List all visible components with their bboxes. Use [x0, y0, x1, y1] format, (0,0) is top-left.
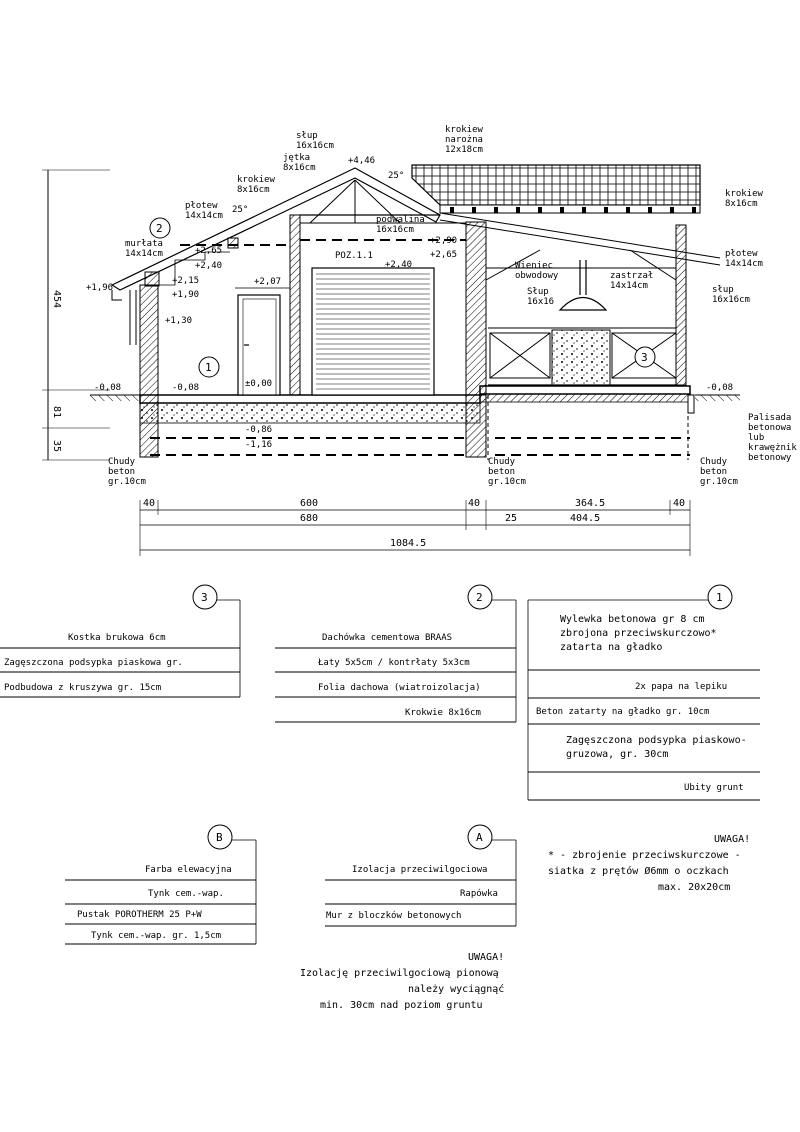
label-bracing: [610, 271, 653, 291]
roof-right: [412, 165, 720, 265]
level-290: +2,90: [430, 236, 458, 246]
level-207: +2,07: [254, 277, 282, 287]
label-chudy-beton-3: [700, 457, 738, 487]
label-palisade-text: Palisada betonowa lub krawężnik betonowy: [748, 413, 797, 463]
legend-2-marker: 2: [476, 591, 483, 604]
label-jetka: [283, 153, 316, 173]
level-265b: +2,65: [430, 250, 458, 260]
level-190: +1,90: [172, 290, 200, 300]
legend-3-row-3-text: Podbudowa z kruszywa gr. 15cm: [4, 683, 162, 693]
legend-a-row-1: [352, 865, 487, 875]
circle-3-label: 3: [641, 351, 648, 364]
label-post-right-text: słup 16x16cm: [712, 285, 750, 305]
poz-label: POZ.1.1: [335, 251, 373, 261]
level-116: -1,16: [245, 440, 273, 450]
label-post-right: [712, 285, 750, 305]
legend-3-row-3: [4, 683, 161, 693]
legend-1-row-1-text: Wylewka betonowa gr 8 cm zbrojona przeciwskurczowo* zatarta na gładko: [560, 614, 717, 653]
dim-600: 600: [300, 498, 319, 509]
legend-2-row-4-text: Krokwie 8x16cm: [405, 708, 481, 718]
dim-404: 404.5: [570, 513, 601, 524]
legend-b-row-2: [148, 889, 224, 899]
dim-364: 364.5: [575, 498, 606, 509]
label-plate-right-text: płotew 14x14cm: [725, 249, 763, 269]
angle-a: 25°: [232, 205, 249, 215]
legend-1-row-2-text: 2x papa na lepiku: [635, 682, 728, 692]
level-130: +1,30: [165, 316, 193, 326]
legend-b-row-3: [77, 910, 202, 920]
legend-b-row-1: [145, 865, 232, 875]
label-chudy-beton-1-text: Chudy beton gr.10cm: [108, 457, 146, 487]
level-446: +4,46: [348, 156, 376, 166]
legend-3-row-2-text: Zagęszczona podsypka piaskowa gr.: [4, 658, 183, 668]
angle-b: 25°: [388, 171, 405, 181]
legend-1-row-4-text: Zagęszczona podsypka piaskowo-gruzowa, gr. 30cm: [566, 735, 747, 760]
label-rafter-right-text: krokiew 8x16cm: [725, 189, 763, 209]
label-rafter-right: [725, 189, 764, 209]
legend-b-marker: B: [216, 831, 223, 844]
label-wall-plate-eaves: [125, 239, 163, 259]
label-bracing-text: zastrzał 14x14cm: [610, 271, 654, 291]
label-podwalina: [376, 215, 425, 235]
label-wieniec-text: Wieniec obwodowy: [515, 261, 559, 281]
legend-1-row-3-text: Beton zatarty na gładko gr. 10cm: [536, 707, 710, 717]
legend-2: [275, 585, 516, 722]
legend-1-marker: 1: [716, 591, 723, 604]
level-008b: -0,08: [172, 383, 200, 393]
height-81-label: 81: [51, 406, 62, 419]
label-hip-rafter-text: krokiew narożna 12x18cm: [445, 125, 483, 155]
label-podwalina-text: podwalina 16x16cm: [376, 215, 425, 235]
legend-1-row-5: [684, 783, 744, 793]
legend-2-row-3-text: Folia dachowa (wiatroizolacja): [318, 683, 481, 693]
legend-a: [325, 825, 516, 926]
label-wall-plate-left-text: płotew 14x14cm: [185, 201, 223, 221]
note-2-title: UWAGA!: [468, 952, 505, 963]
floor-slab: [140, 386, 690, 455]
level-265: +2,65: [195, 246, 223, 256]
level-240a: +2,40: [195, 261, 223, 271]
dim-40a: 40: [143, 498, 156, 509]
legend-b: [65, 825, 256, 944]
legend-1: [528, 585, 760, 800]
dim-40c: 40: [673, 498, 686, 509]
legend-a-marker: A: [476, 831, 483, 844]
legend-3-row-1: [68, 633, 166, 643]
level-008c: -0,08: [706, 383, 734, 393]
dim-1084: 1084.5: [390, 538, 427, 549]
label-rafters-left: [237, 175, 276, 195]
dimension-chains: [140, 498, 690, 556]
cross-section: [42, 125, 797, 556]
legend-a-row-2: [460, 888, 498, 899]
label-plate-right: [725, 249, 763, 269]
legend-1-row-5-text: Ubity grunt: [684, 783, 744, 793]
label-rafters-left-text: krokiew 8x16cm: [237, 175, 275, 195]
note-1-title: UWAGA!: [714, 834, 751, 845]
legend-b-row-1-text: Farba elewacyjna: [145, 865, 232, 875]
note-1-line-2: siatka z prętów Ø6mm o oczkach: [548, 866, 729, 877]
legend-b-row-4: [91, 931, 221, 941]
legend-1-row-1: [560, 614, 717, 653]
circle-2-label: 2: [156, 222, 163, 235]
note-1-line-3: max. 20x20cm: [658, 882, 731, 893]
legend-3-marker: 3: [201, 591, 208, 604]
note-2-line-1: Izolację przeciwilgociową pionową: [300, 968, 499, 979]
level-215: +2,15: [172, 276, 200, 286]
legend-a-row-3-text: Mur z bloczków betonowych: [326, 911, 462, 921]
legend-3: [0, 585, 240, 697]
note-2-line-3: min. 30cm nad poziom gruntu: [320, 1000, 483, 1011]
note-1-line-1: * - zbrojenie przeciwskurczowe -: [548, 850, 741, 861]
garage-door: [312, 268, 434, 395]
legend-3-row-2: [4, 658, 183, 668]
legend-b-row-3-text: Pustak POROTHERM 25 P+W: [77, 910, 202, 920]
label-post-inner: [527, 287, 554, 307]
label-chudy-beton-2-text: Chudy beton gr.10cm: [488, 457, 526, 487]
legend-2-row-1-text: Dachówka cementowa BRAAS: [322, 633, 453, 643]
legend-2-row-3: [318, 683, 481, 693]
dim-25: 25: [505, 513, 518, 524]
legend-3-row-1-text: Kostka brukowa 6cm: [68, 633, 166, 643]
legend-1-row-2: [635, 682, 727, 692]
label-post-top: [296, 131, 334, 151]
label-jetka-text: jętka 8x16cm: [283, 153, 316, 173]
label-wall-plate-eaves-text: murłata 14x14cm: [125, 239, 163, 259]
legend-2-row-2-text: Łaty 5x5cm / kontrłaty 5x3cm: [318, 658, 470, 668]
level-000: ±0,00: [245, 379, 273, 389]
label-palisade: [748, 413, 797, 463]
level-240b: +2,40: [385, 260, 413, 270]
label-wieniec: [515, 261, 559, 281]
dim-680: 680: [300, 513, 319, 524]
label-wall-plate-left: [185, 201, 223, 221]
label-post-top-text: słup 16x16cm: [296, 131, 334, 151]
height-total-label: 454: [51, 290, 62, 309]
legend-2-row-1: [322, 632, 452, 643]
legend-a-row-1-text: Izolacja przeciwilgociowa: [352, 865, 488, 875]
label-post-inner-text: Słup 16x16: [527, 287, 555, 307]
label-chudy-beton-1: [108, 457, 146, 487]
legend-b-row-4-text: Tynk cem.-wap. gr. 1,5cm: [91, 931, 222, 941]
level-086: -0,86: [245, 425, 273, 435]
legend-2-row-2: [317, 658, 470, 668]
height-35-label: 35: [51, 440, 62, 453]
legend-1-row-4: [566, 735, 747, 760]
legend-a-row-3: [326, 910, 461, 921]
circle-1-label: 1: [205, 361, 212, 374]
height-dimension: [42, 170, 110, 460]
dim-40b: 40: [468, 498, 481, 509]
level-008a: -0,08: [94, 383, 122, 393]
level-196: +1,96: [86, 283, 114, 293]
legend-a-row-2-text: Rapówka: [460, 889, 498, 899]
note-2: [300, 952, 504, 1011]
legend-1-row-3: [536, 707, 709, 717]
legend-b-row-2-text: Tynk cem.-wap.: [148, 889, 224, 899]
note-2-line-2: należy wyciągnąć: [408, 984, 505, 995]
gazebo: [486, 225, 686, 385]
legend-2-row-4: [405, 708, 481, 718]
label-chudy-beton-3-text: Chudy beton gr.10cm: [700, 457, 738, 487]
label-chudy-beton-2: [488, 457, 526, 487]
note-1: [548, 834, 750, 893]
label-hip-rafter: [445, 125, 484, 155]
